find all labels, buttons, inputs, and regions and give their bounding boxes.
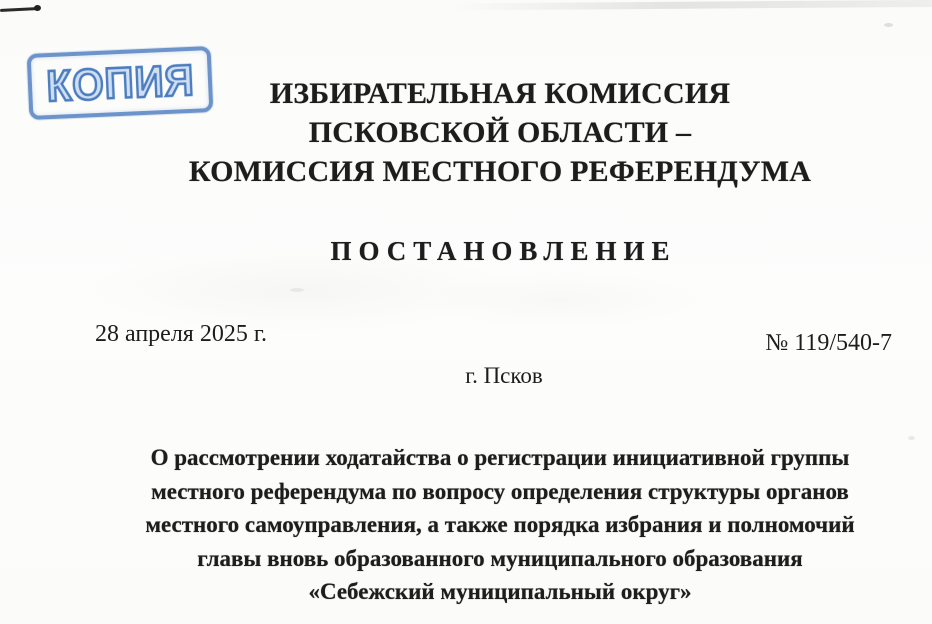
document-city: г. Псков [465, 363, 543, 388]
scan-speck [290, 288, 304, 292]
document-number: № 119/540-7 [765, 330, 892, 356]
scan-shadow [452, 0, 932, 10]
document-title-line: местного референдума по вопросу определения структуры органов [151, 478, 849, 504]
document-type-heading: ПОСТАНОВЛЕНИЕ [330, 236, 677, 266]
scan-speck [884, 23, 893, 27]
scan-speck [908, 436, 915, 440]
copy-stamp-label: КОПИЯ [44, 55, 196, 112]
document-title-line: О рассмотрении ходатайства о регистрации инициативной группы [150, 445, 850, 470]
organization-header [68, 74, 932, 191]
document-date: 28 апреля 2025 г. [95, 321, 267, 347]
document-title-line: главы вновь образованного муниципального образования [197, 545, 803, 571]
organization-header-line: ПСКОВСКОЙ ОБЛАСТИ – [308, 116, 692, 149]
pen-mark-artifact [0, 7, 38, 11]
organization-header-line: ИЗБИРАТЕЛЬНАЯ КОМИССИЯ [269, 77, 731, 110]
document-title-line: местного самоуправления, а также порядка избрания и полномочий [145, 512, 855, 537]
document-title [68, 441, 932, 609]
document-title-line: «Себежский муниципальный округ» [308, 579, 692, 604]
organization-header-line: КОМИССИЯ МЕСТНОГО РЕФЕРЕНДУМА [188, 155, 812, 188]
